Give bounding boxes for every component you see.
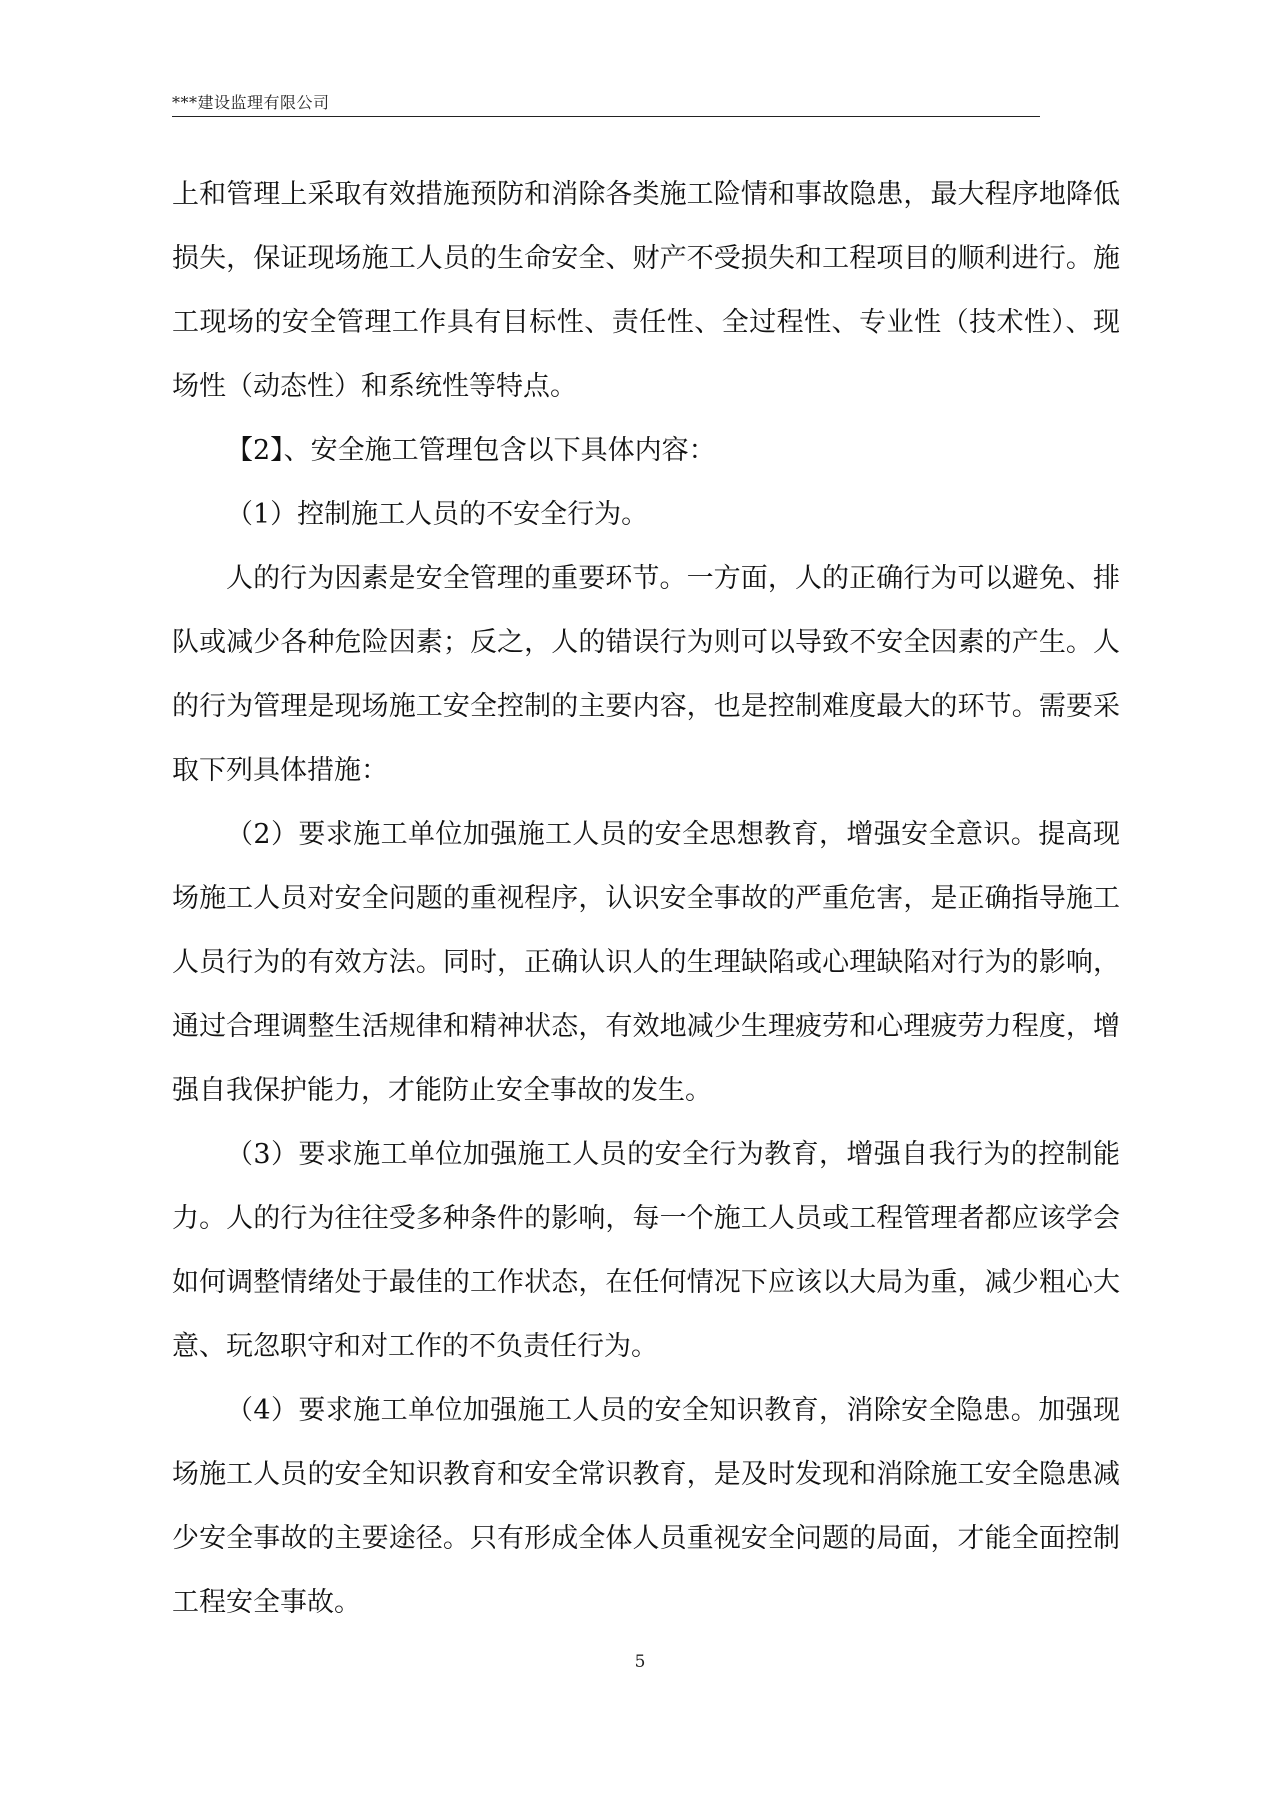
item-1-heading: （1）控制施工人员的不安全行为。 (226, 499, 649, 530)
item-1-body: 人的行为因素是安全管理的重要环节。一方面，人的正确行为可以避免、排队或减少各种危险因素；反之，人的错误行为则可以导致不安全因素的产生。人的行为管理是现场施工安全控制的主要内容，也是控制难度最大的环节。需要采取下列具体措施： (172, 563, 1120, 786)
document-body (172, 163, 1120, 1635)
item-3-paragraph: （3）要求施工单位加强施工人员的安全行为教育，增强自我行为的控制能力。人的行为往往受多种条件的影响，每一个施工人员或工程管理者都应该学会如何调整情绪处于最佳的工作状态，在任何情况下应该以大局为重，减少粗心大意、玩忽职守和对工作的不负责任行为。 (172, 1139, 1120, 1362)
item-4-paragraph: （4）要求施工单位加强施工人员的安全知识教育，消除安全隐患。加强现场施工人员的安全知识教育和安全常识教育，是及时发现和消除施工安全隐患减少安全事故的主要途径。只有形成全体人员重视安全问题的局面，才能全面控制工程安全事故。 (172, 1395, 1120, 1618)
paragraph-continuation: 上和管理上采取有效措施预防和消除各类施工险情和事故隐患，最大程序地降低损失，保证现场施工人员的生命安全、财产不受损失和工程项目的顺利进行。施工现场的安全管理工作具有目标性、责任性、全过程性、专业性（技术性）、现场性（动态性）和系统性等特点。 (172, 179, 1120, 402)
page-number: 5 (634, 1652, 646, 1672)
section-2-heading: 【2】、安全施工管理包含以下具体内容： (226, 435, 716, 466)
header-company-name: ***建设监理有限公司 (172, 93, 330, 112)
item-2-paragraph: （2）要求施工单位加强施工人员的安全思想教育，增强安全意识。提高现场施工人员对安全问题的重视程序，认识安全事故的严重危害，是正确指导施工人员行为的有效方法。同时，正确认识人的生理缺陷或心理缺陷对行为的影响，通过合理调整生活规律和精神状态，有效地减少生理疲劳和心理疲劳力程度，增强自我保护能力，才能防止安全事故的发生。 (172, 819, 1120, 1106)
page-header (172, 90, 1040, 117)
